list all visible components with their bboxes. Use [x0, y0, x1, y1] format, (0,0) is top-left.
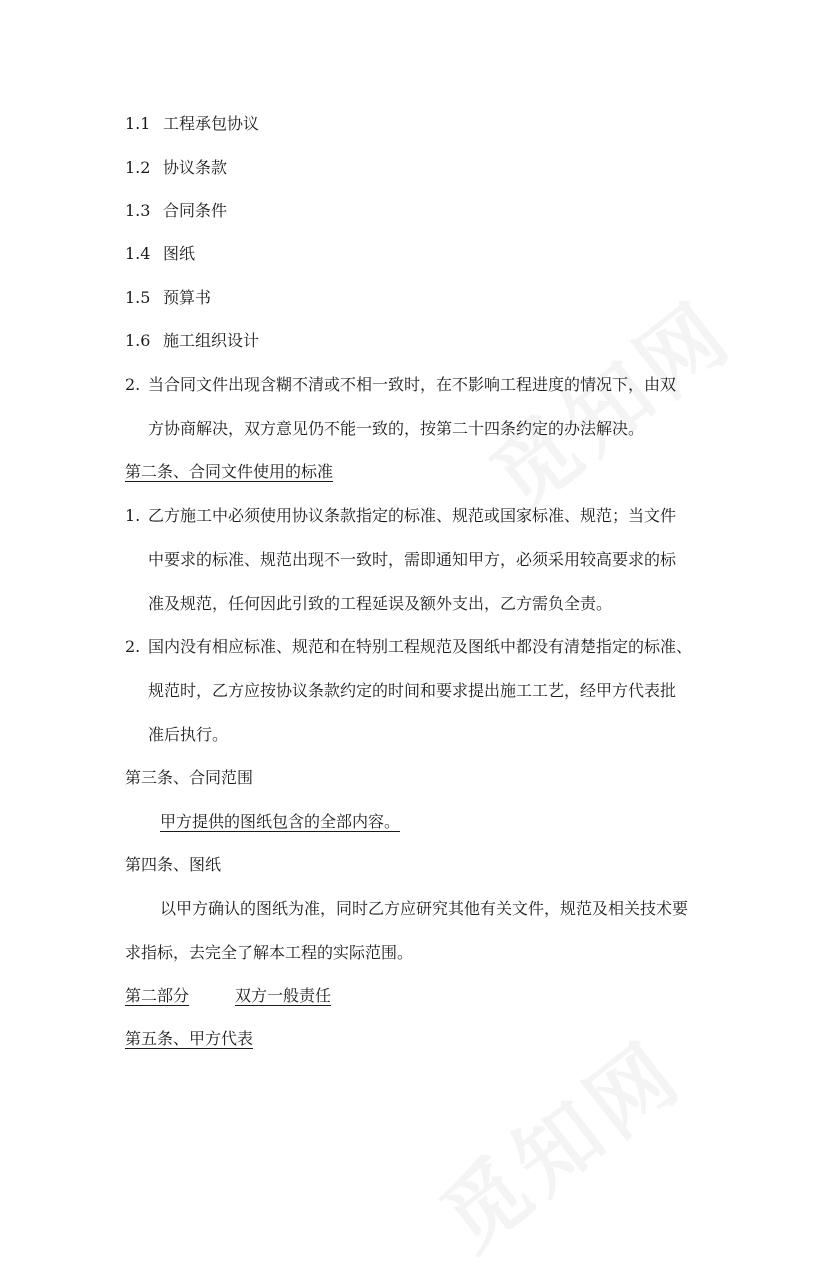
paragraph-line: 2. 当合同文件出现含糊不清或不相一致时，在不影响工程进度的情况下，由双	[125, 375, 677, 394]
section-heading: 第二条、合同文件使用的标准	[125, 462, 334, 481]
section-heading: 第四条、图纸	[125, 855, 222, 874]
paragraph-line: 准及规范，任何因此引致的工程延误及额外支出，乙方需负全责。	[148, 594, 613, 613]
paragraph-line: 规范时，乙方应按协议条款约定的时间和要求提出施工工艺，经甲方代表批	[148, 681, 677, 700]
paragraph-line: 求指标，去完全了解本工程的实际范围。	[125, 943, 414, 962]
list-item: 1.2 协议条款	[125, 158, 228, 177]
paragraph-line: 1. 乙方施工中必须使用协议条款指定的标准、规范或国家标准、规范；当文件	[125, 506, 677, 525]
watermark	[412, 1008, 704, 1273]
list-item: 1.5 预算书	[125, 288, 212, 307]
list-item: 1.3 合同条件	[125, 201, 228, 220]
paragraph-line: 2. 国内没有相应标准、规范和在特别工程规范及图纸中都没有清楚指定的标准、	[125, 637, 693, 656]
list-item: 1.6 施工组织设计	[125, 331, 260, 350]
section-heading: 第三条、合同范围	[125, 768, 254, 787]
part-heading: 第二部分 双方一般责任	[125, 986, 332, 1005]
paragraph-line: 以甲方确认的图纸为准，同时乙方应研究其他有关文件，规范及相关技术要	[160, 899, 689, 918]
section-heading: 第五条、甲方代表	[125, 1029, 254, 1048]
list-item: 1.1 工程承包协议	[125, 114, 260, 133]
watermark	[462, 268, 754, 533]
paragraph-line: 中要求的标准、规范出现不一致时，需即通知甲方，必须采用较高要求的标	[148, 550, 677, 569]
paragraph-line: 甲方提供的图纸包含的全部内容。	[160, 812, 401, 831]
paragraph-line: 准后执行。	[148, 725, 229, 744]
list-item: 1.4 图纸	[125, 244, 196, 263]
paragraph-line: 方协商解决，双方意见仍不能一致的，按第二十四条约定的办法解决。	[148, 419, 645, 438]
